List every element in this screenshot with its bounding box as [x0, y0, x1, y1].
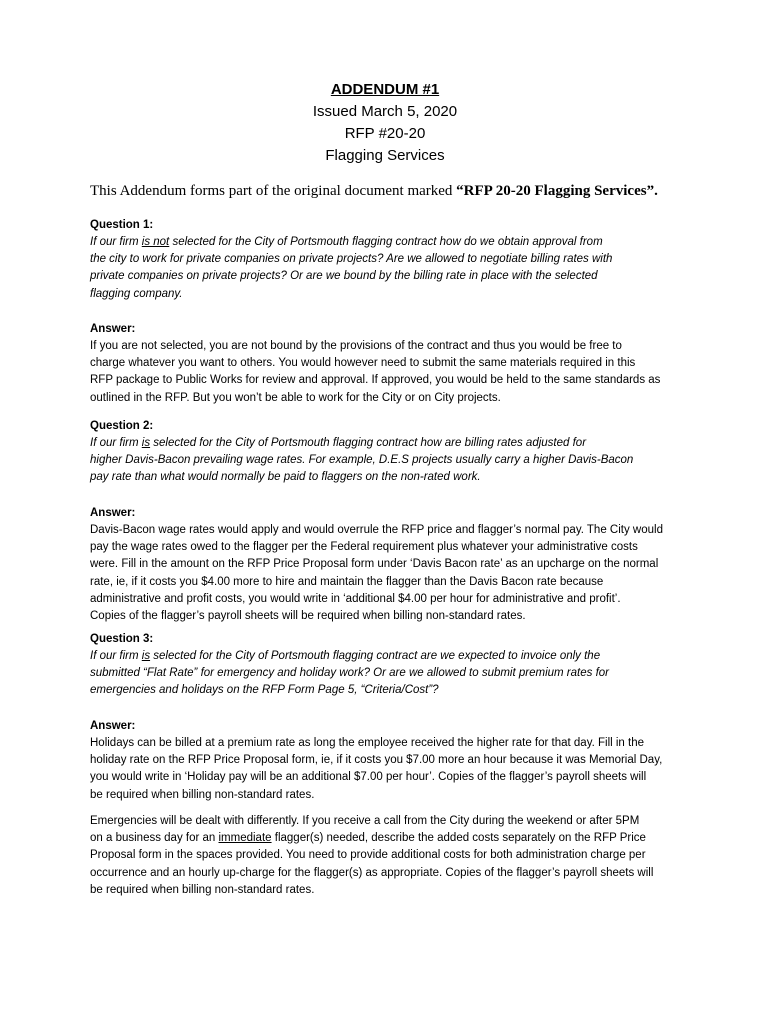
answer-3b-line: on a business day for an immediate flagger(s) needed, describe the added costs separately on the RFP Price [90, 832, 646, 845]
question-2-line: higher Davis-Bacon prevailing wage rates. For example, D.E.S projects usually carry a higher Davis-Bacon [90, 454, 634, 467]
answer-3b-line: occurrence and an hourly up-charge for the flagger(s) as appropriate. Copies of the flagger’s payroll sheets will [90, 866, 654, 879]
answer-1-label: Answer: [90, 323, 136, 335]
emphasis-underline: immediate [218, 832, 272, 845]
question-2-line: If our firm is selected for the City of Portsmouth flagging contract how are billing rates adjusted for [90, 437, 587, 449]
answer-2-line: Davis-Bacon wage rates would apply and would overrule the RFP price and flagger’s normal pay. The City would [90, 524, 663, 536]
answer-3-line: be required when billing non-standard rates. [90, 788, 315, 801]
issued-date: Issued March 5, 2020 [312, 103, 458, 120]
question-3-label: Question 3: [90, 633, 154, 645]
emphasis-underline: is [141, 437, 151, 449]
question-1-line: flagging company. [90, 287, 183, 300]
emphasis-underline: is [141, 650, 151, 662]
answer-2-line: pay the wage rates owed to the flagger per the Federal requirement plus whatever your administrative costs [90, 541, 638, 554]
answer-1-line: RFP package to Public Works for review and approval. If approved, you would be held to the same standards as [90, 374, 661, 387]
answer-3-line: you would write in ‘Holiday pay will be an additional $7.00 per hour’. Copies of the flagger’s payroll sheets will [90, 771, 647, 784]
answer-2-line: administrative and profit costs, you would write in ‘additional $4.00 per hour for administrative and profit’. [90, 592, 621, 605]
answer-3-emergencies-text [90, 813, 730, 899]
question-3-text [90, 648, 730, 700]
intro-text: This Addendum forms part of the original document marked [90, 183, 457, 199]
question-3-line: submitted “Flat Rate” for emergency and holiday work? Or are we allowed to submit premium rates for [90, 667, 609, 680]
intro-document-name: “RFP 20-20 Flagging Services”. [456, 183, 658, 199]
answer-2-line: were. Fill in the amount on the RFP Price Proposal form under ‘Davis Bacon rate’ as an upcharge on the normal [90, 558, 659, 571]
question-2-label: Question 2: [90, 420, 154, 432]
rfp-subject: Flagging Services [325, 147, 445, 164]
question-2 [90, 417, 730, 487]
addendum-title: ADDENDUM #1 [330, 81, 440, 98]
answer-2 [90, 504, 730, 625]
question-3-line: If our firm is selected for the City of Portsmouth flagging contract are we expected to invoice only the [90, 650, 601, 662]
answer-1-line: charge whatever you want to others. You would however need to submit the same materials required in this [90, 357, 636, 370]
question-1-line: the city to work for private companies on private projects? Are we allowed to negotiate billing rates with [90, 253, 613, 266]
question-3-line: emergencies and holidays on the RFP Form Page 5, “Criteria/Cost”? [90, 684, 439, 697]
answer-3-label: Answer: [90, 720, 136, 732]
answer-3 [90, 717, 730, 804]
answer-3b-line: Proposal form in the spaces provided. You need to provide additional costs for both administration charge per [90, 849, 646, 862]
question-1-label: Question 1: [90, 219, 154, 231]
answer-1-line: outlined in the RFP. But you won’t be able to work for the City or on City projects. [90, 391, 501, 404]
answer-1 [90, 320, 730, 407]
intro-paragraph [90, 181, 730, 201]
answer-2-text [90, 522, 730, 625]
question-1-text [90, 234, 730, 303]
question-2-line: pay rate than what would normally be paid to flaggers on the non-rated work. [90, 471, 481, 484]
answer-3-text [90, 735, 730, 804]
document-header [0, 79, 770, 167]
question-2-text [90, 435, 730, 487]
question-1 [90, 216, 730, 303]
answer-3-line: holiday rate on the RFP Price Proposal form, ie, if it costs you $7.00 more an hour because it was Memorial Day, [90, 754, 663, 767]
answer-3b-line: be required when billing non-standard rates. [90, 883, 315, 896]
answer-2-label: Answer: [90, 507, 136, 519]
answer-1-line: If you are not selected, you are not bound by the provisions of the contract and thus you would be free to [90, 340, 622, 352]
answer-1-text [90, 338, 730, 407]
question-1-line: If our firm is not selected for the City of Portsmouth flagging contract how do we obtain approval from [90, 236, 603, 248]
answer-3-line: Holidays can be billed at a premium rate as long the employee received the higher rate for that day. Fill in the [90, 737, 645, 749]
emphasis-underline: is not [141, 236, 170, 248]
question-1-line: private companies on private projects? Or are we bound by the billing rate in place with the selected [90, 270, 598, 283]
answer-2-line: rate, ie, if it costs you $4.00 more to hire and maintain the flagger than the Davis Bacon rate because [90, 575, 604, 588]
answer-2-line: Copies of the flagger’s payroll sheets will be required when billing non-standard rates. [90, 610, 526, 623]
answer-3-emergencies [90, 813, 730, 899]
question-3 [90, 630, 730, 700]
answer-3b-line: Emergencies will be dealt with differently. If you receive a call from the City during the weekend or after 5PM [90, 815, 640, 827]
rfp-number: RFP #20-20 [344, 125, 426, 142]
